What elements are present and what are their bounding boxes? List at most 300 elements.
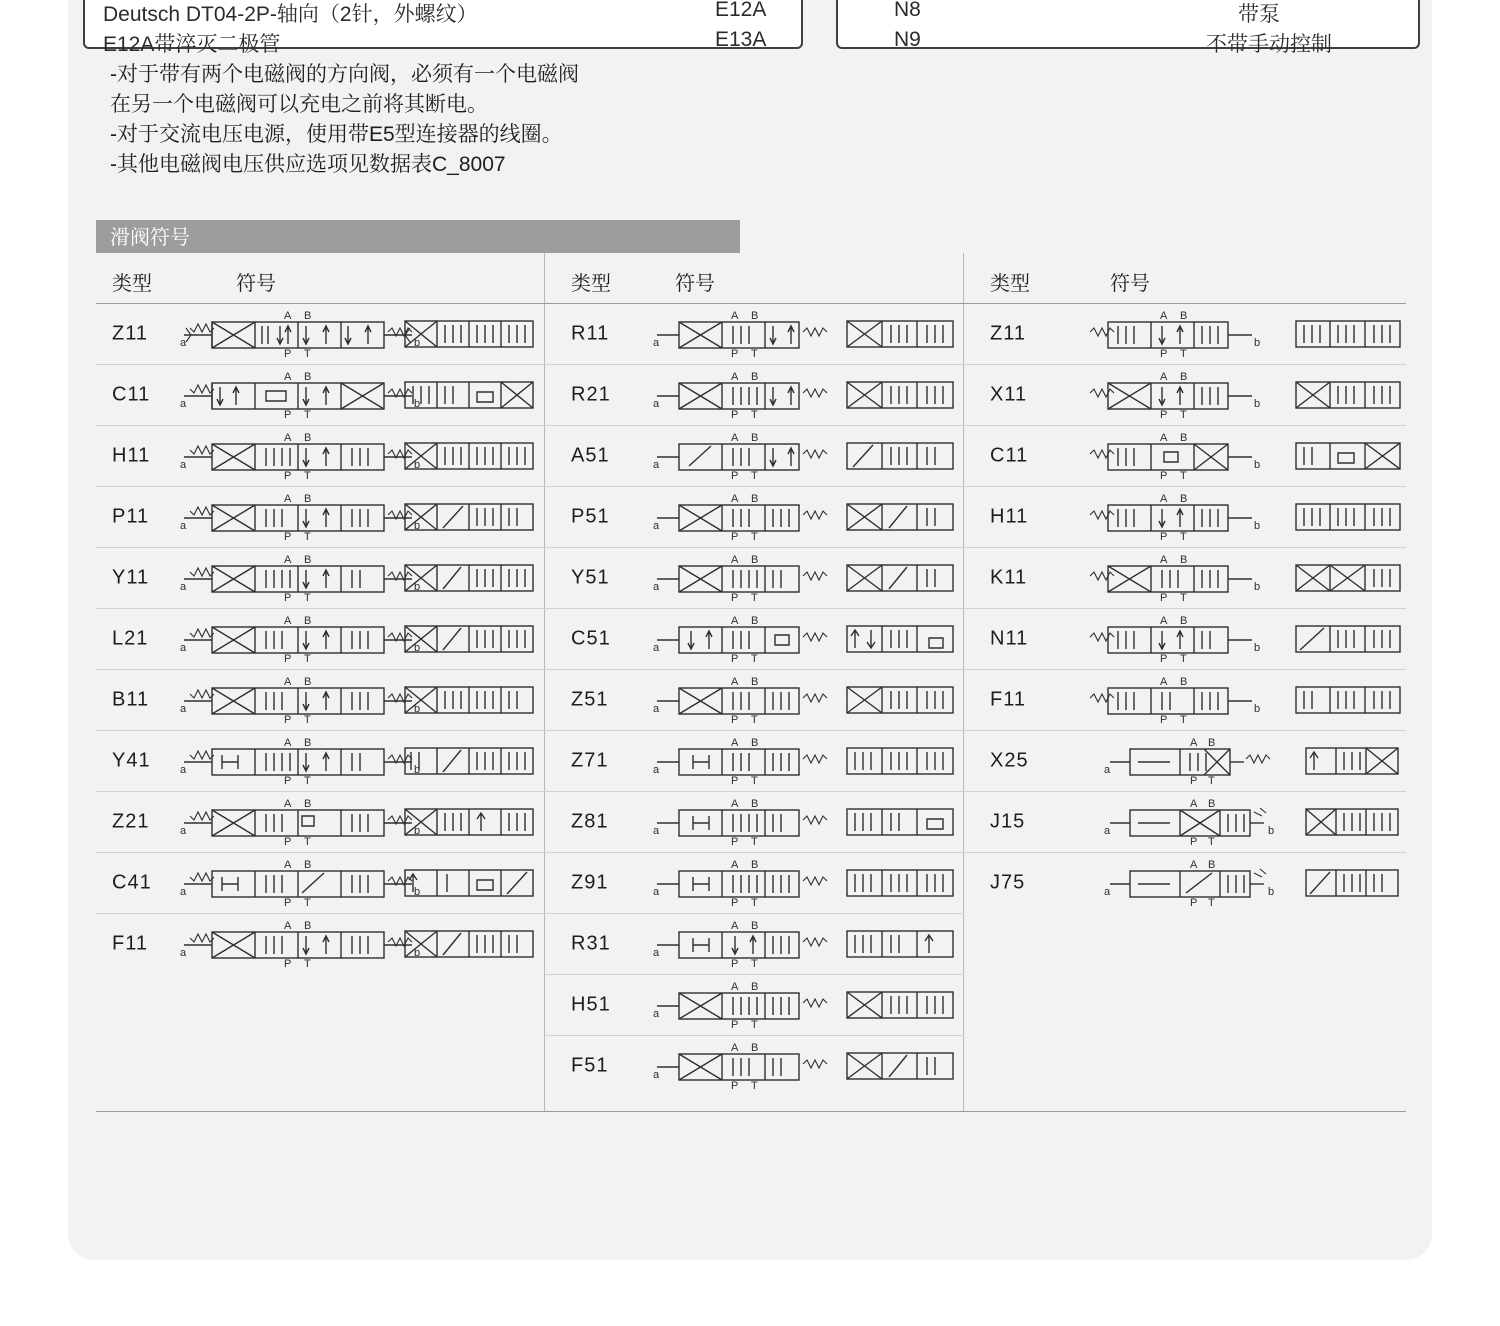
svg-text:B: B (1208, 737, 1216, 749)
svg-text:P: P (284, 531, 292, 541)
svg-text:A: A (1160, 432, 1168, 444)
row-type-f11: F11 (112, 932, 148, 955)
svg-text:a: a (653, 1008, 660, 1020)
row-type-y11: Y11 (112, 566, 150, 589)
svg-text:T: T (751, 897, 758, 907)
svg-text:A: A (1190, 798, 1198, 810)
table-row (545, 670, 964, 731)
symbol-diagram-alt (845, 317, 955, 351)
svg-text:P: P (1160, 470, 1168, 480)
svg-text:B: B (1180, 676, 1188, 688)
row-type-c41: C41 (112, 871, 152, 894)
symbol-diagram (176, 737, 426, 785)
svg-text:a: a (653, 825, 660, 837)
symbol-diagram (1074, 676, 1264, 724)
column-3-header (964, 253, 1406, 304)
svg-text:a: a (180, 764, 187, 776)
svg-text:B: B (751, 1042, 759, 1054)
table-row (545, 487, 964, 548)
row-type-z71: Z71 (571, 749, 609, 772)
table-row (964, 731, 1406, 792)
svg-text:P: P (731, 958, 739, 968)
row-type-z91: Z91 (571, 871, 609, 894)
svg-text:P: P (284, 348, 292, 358)
svg-text:b: b (1254, 581, 1261, 593)
svg-text:P: P (284, 897, 292, 907)
svg-text:B: B (304, 676, 312, 688)
svg-text:a: a (180, 337, 187, 349)
svg-text:B: B (751, 798, 759, 810)
table-row (545, 731, 964, 792)
table-row (545, 1036, 964, 1096)
symbol-diagram (176, 432, 426, 480)
symbol-diagram-alt (845, 500, 955, 534)
symbol-diagram (176, 920, 426, 968)
svg-text:A: A (731, 432, 739, 444)
svg-text:P: P (284, 775, 292, 785)
svg-text:a: a (180, 520, 187, 532)
svg-text:B: B (304, 554, 312, 566)
row-type-h51: H51 (571, 993, 611, 1016)
svg-text:B: B (751, 859, 759, 871)
table-row (545, 365, 964, 426)
header-type-3: 类型 (990, 273, 1030, 295)
row-type-h11-c3: H11 (990, 505, 1029, 528)
svg-text:B: B (304, 615, 312, 627)
symbol-diagram (653, 554, 833, 602)
svg-text:A: A (284, 798, 292, 810)
symbol-diagram (653, 493, 833, 541)
svg-text:a: a (180, 459, 187, 471)
top-right-row-0-code: N8 (894, 0, 921, 21)
svg-text:B: B (1180, 615, 1188, 627)
svg-text:B: B (751, 676, 759, 688)
svg-text:T: T (751, 653, 758, 663)
svg-text:T: T (1180, 531, 1187, 541)
svg-text:B: B (751, 310, 759, 322)
svg-text:P: P (284, 653, 292, 663)
svg-text:T: T (751, 592, 758, 602)
svg-text:P: P (731, 409, 739, 419)
svg-text:b: b (414, 398, 421, 410)
svg-text:P: P (731, 653, 739, 663)
symbol-diagram-alt (845, 378, 955, 412)
svg-text:A: A (284, 737, 292, 749)
svg-text:b: b (1254, 337, 1261, 349)
symbol-diagram-alt (1294, 317, 1402, 351)
svg-text:B: B (1180, 554, 1188, 566)
row-type-z11: Z11 (112, 322, 148, 345)
table-row (545, 304, 964, 365)
table-row (96, 365, 545, 426)
svg-text:P: P (731, 897, 739, 907)
symbol-diagram-alt (403, 622, 535, 656)
svg-text:T: T (751, 836, 758, 846)
svg-text:A: A (284, 676, 292, 688)
symbol-diagram-alt (845, 439, 955, 473)
svg-text:P: P (284, 714, 292, 724)
svg-text:T: T (304, 714, 311, 724)
svg-text:b: b (1268, 825, 1275, 837)
svg-text:B: B (751, 920, 759, 932)
top-left-table (83, 0, 803, 56)
svg-text:A: A (1160, 554, 1168, 566)
svg-text:b: b (1254, 459, 1261, 471)
svg-text:A: A (731, 1042, 739, 1054)
svg-text:T: T (304, 470, 311, 480)
svg-text:A: A (731, 310, 739, 322)
svg-text:b: b (414, 947, 421, 959)
svg-text:T: T (751, 714, 758, 724)
symbol-diagram-alt (845, 805, 955, 839)
symbol-diagram (1104, 737, 1284, 785)
symbol-diagram (1104, 798, 1284, 846)
table-row (96, 670, 545, 731)
svg-text:a: a (180, 398, 187, 410)
row-type-a51: A51 (571, 444, 610, 467)
svg-text:P: P (284, 836, 292, 846)
table-row (964, 670, 1406, 731)
svg-text:B: B (751, 981, 759, 993)
svg-text:P: P (1190, 775, 1198, 785)
svg-text:B: B (751, 493, 759, 505)
svg-text:P: P (284, 958, 292, 968)
svg-text:P: P (731, 531, 739, 541)
svg-text:T: T (304, 775, 311, 785)
symbol-diagram-alt (1294, 439, 1402, 473)
row-type-j15: J15 (990, 810, 1026, 833)
table-row (545, 853, 964, 914)
symbol-diagram (176, 615, 426, 663)
header-symbol-3: 符号 (1110, 273, 1150, 295)
symbol-diagram (1074, 554, 1264, 602)
svg-text:T: T (751, 1019, 758, 1029)
svg-text:T: T (1180, 470, 1187, 480)
svg-text:b: b (414, 764, 421, 776)
svg-text:T: T (304, 531, 311, 541)
svg-text:B: B (304, 493, 312, 505)
svg-text:P: P (731, 1080, 739, 1090)
row-type-f51: F51 (571, 1054, 609, 1077)
svg-text:P: P (731, 836, 739, 846)
svg-text:a: a (653, 642, 660, 654)
column-3 (964, 253, 1406, 913)
table-row (96, 487, 545, 548)
svg-text:A: A (284, 554, 292, 566)
svg-text:T: T (751, 775, 758, 785)
table-row (964, 853, 1406, 913)
symbol-diagram (653, 676, 833, 724)
svg-text:A: A (731, 554, 739, 566)
table-row (964, 792, 1406, 853)
symbol-diagram-alt (845, 561, 955, 595)
symbol-diagram-alt (845, 744, 955, 778)
note-line-1: 在另一个电磁阀可以充电之前将其断电。 (110, 93, 488, 116)
svg-text:a: a (653, 764, 660, 776)
svg-text:T: T (751, 348, 758, 358)
row-type-r21: R21 (571, 383, 611, 406)
svg-text:A: A (1160, 676, 1168, 688)
svg-text:B: B (1180, 493, 1188, 505)
svg-text:T: T (1180, 409, 1187, 419)
column-1-header (96, 253, 545, 304)
symbol-diagram (1074, 310, 1264, 358)
svg-text:a: a (653, 886, 660, 898)
svg-text:A: A (284, 859, 292, 871)
table-row (96, 853, 545, 914)
symbol-diagram-alt (1294, 622, 1402, 656)
svg-text:T: T (1180, 653, 1187, 663)
svg-text:b: b (414, 825, 421, 837)
row-type-p11: P11 (112, 505, 150, 528)
symbol-diagram-alt (403, 927, 535, 961)
row-type-n11: N11 (990, 627, 1029, 650)
symbol-diagram (176, 859, 426, 907)
svg-text:A: A (1190, 737, 1198, 749)
svg-text:T: T (304, 897, 311, 907)
symbol-diagram (176, 371, 426, 419)
row-type-j75: J75 (990, 871, 1026, 894)
svg-text:A: A (731, 981, 739, 993)
svg-text:b: b (1254, 642, 1261, 654)
svg-text:a: a (653, 398, 660, 410)
svg-text:B: B (304, 310, 312, 322)
svg-text:B: B (304, 920, 312, 932)
symbol-diagram (176, 798, 426, 846)
symbol-diagram-alt (1304, 805, 1400, 839)
header-symbol-1: 符号 (236, 273, 276, 295)
symbol-diagram-alt (1294, 683, 1402, 717)
svg-text:P: P (1190, 836, 1198, 846)
top-left-row-0-label: Deutsch DT04-2P-轴向（2针，外螺纹） (103, 3, 478, 26)
svg-text:T: T (304, 348, 311, 358)
svg-text:B: B (751, 737, 759, 749)
svg-text:T: T (304, 592, 311, 602)
table-row (545, 609, 964, 670)
symbol-diagram-alt (845, 622, 955, 656)
svg-text:A: A (1160, 493, 1168, 505)
svg-text:A: A (731, 676, 739, 688)
svg-text:P: P (1190, 897, 1198, 907)
row-type-h11: H11 (112, 444, 151, 467)
svg-text:a: a (180, 825, 187, 837)
svg-text:B: B (304, 371, 312, 383)
row-type-z81: Z81 (571, 810, 609, 833)
table-row (545, 548, 964, 609)
section-title: 滑阀符号 (110, 227, 190, 249)
row-type-r11: R11 (571, 322, 610, 345)
symbol-diagram-alt (403, 683, 535, 717)
table-row (964, 487, 1406, 548)
svg-text:A: A (1160, 615, 1168, 627)
top-left-row-1-code: E13A (715, 28, 767, 51)
symbol-diagram-alt (403, 561, 535, 595)
svg-text:b: b (414, 337, 421, 349)
symbol-diagram (1074, 371, 1264, 419)
svg-text:A: A (284, 493, 292, 505)
top-right-row-1-code: N9 (894, 28, 921, 51)
svg-text:a: a (180, 703, 187, 715)
table-row (96, 609, 545, 670)
symbol-diagram (653, 981, 833, 1029)
svg-text:a: a (653, 703, 660, 715)
svg-text:a: a (1104, 825, 1111, 837)
top-right-table (836, 0, 1420, 56)
symbol-diagram (653, 432, 833, 480)
svg-text:T: T (1208, 836, 1215, 846)
svg-text:b: b (1254, 703, 1261, 715)
symbol-diagram-alt (403, 439, 535, 473)
svg-text:A: A (284, 432, 292, 444)
top-right-row-1-label: 不带手动控制 (1206, 33, 1332, 56)
svg-text:P: P (1160, 409, 1168, 419)
row-type-c51: C51 (571, 627, 611, 650)
section-header-bar (96, 220, 740, 253)
svg-text:a: a (653, 520, 660, 532)
svg-text:a: a (180, 581, 187, 593)
svg-text:A: A (284, 371, 292, 383)
note-line-0: -对于带有两个电磁阀的方向阀，必须有一个电磁阀 (110, 63, 579, 86)
svg-text:a: a (1104, 886, 1111, 898)
svg-text:b: b (414, 886, 421, 898)
top-right-row-0-label: 带泵 (1238, 3, 1280, 26)
svg-text:T: T (751, 1080, 758, 1090)
symbol-diagram (1104, 859, 1284, 907)
top-left-row-0-code: E12A (715, 0, 767, 21)
row-type-f11-c3: F11 (990, 688, 1026, 711)
svg-text:b: b (414, 642, 421, 654)
svg-text:T: T (304, 409, 311, 419)
table-row (96, 731, 545, 792)
svg-text:T: T (304, 653, 311, 663)
symbol-diagram (653, 920, 833, 968)
symbol-diagram (1074, 432, 1264, 480)
symbol-diagram (653, 371, 833, 419)
symbol-diagram-alt (1294, 500, 1402, 534)
symbol-diagram (176, 676, 426, 724)
svg-text:P: P (284, 470, 292, 480)
symbol-diagram (176, 493, 426, 541)
row-type-k11: K11 (990, 566, 1028, 589)
symbol-diagram-alt (845, 866, 955, 900)
svg-text:T: T (751, 958, 758, 968)
svg-text:B: B (751, 615, 759, 627)
row-type-x11: X11 (990, 383, 1028, 406)
symbol-diagram (653, 615, 833, 663)
svg-text:T: T (751, 531, 758, 541)
svg-text:P: P (731, 1019, 739, 1029)
svg-text:B: B (1180, 371, 1188, 383)
svg-text:A: A (731, 798, 739, 810)
table-bottom-rule (96, 1111, 1406, 1112)
svg-text:P: P (284, 592, 292, 602)
svg-text:b: b (414, 520, 421, 532)
svg-text:a: a (1104, 764, 1111, 776)
row-type-x25: X25 (990, 749, 1029, 772)
row-type-r31: R31 (571, 932, 611, 955)
svg-text:T: T (751, 470, 758, 480)
header-type-1: 类型 (112, 273, 152, 295)
symbol-diagram (653, 1042, 833, 1090)
svg-text:a: a (653, 1069, 660, 1081)
column-2 (545, 253, 964, 1096)
svg-text:B: B (1180, 310, 1188, 322)
svg-text:A: A (1160, 310, 1168, 322)
svg-text:B: B (304, 859, 312, 871)
svg-text:B: B (1208, 859, 1216, 871)
svg-text:A: A (731, 615, 739, 627)
row-type-c11-c3: C11 (990, 444, 1029, 467)
symbol-diagram (653, 798, 833, 846)
svg-text:b: b (1254, 520, 1261, 532)
table-row (96, 914, 545, 974)
header-type-2: 类型 (571, 273, 611, 295)
symbol-diagram (653, 737, 833, 785)
table-row (545, 975, 964, 1036)
svg-text:A: A (731, 737, 739, 749)
svg-text:P: P (1160, 653, 1168, 663)
svg-text:a: a (653, 947, 660, 959)
svg-text:b: b (414, 581, 421, 593)
svg-text:B: B (304, 737, 312, 749)
svg-text:B: B (304, 798, 312, 810)
table-row (545, 792, 964, 853)
svg-text:A: A (284, 920, 292, 932)
notes-block (110, 60, 1010, 180)
table-row (545, 426, 964, 487)
svg-text:T: T (751, 409, 758, 419)
symbol-diagram-alt (845, 683, 955, 717)
row-type-z51: Z51 (571, 688, 609, 711)
table-row (964, 304, 1406, 365)
row-type-c11: C11 (112, 383, 151, 406)
svg-text:A: A (1160, 371, 1168, 383)
svg-text:T: T (304, 836, 311, 846)
svg-text:T: T (1180, 714, 1187, 724)
svg-text:b: b (1254, 398, 1261, 410)
table-row (96, 426, 545, 487)
svg-text:A: A (731, 859, 739, 871)
note-line-2: -对于交流电压电源，使用带E5型连接器的线圈。 (110, 123, 563, 146)
symbol-diagram (1074, 615, 1264, 663)
svg-text:T: T (1180, 592, 1187, 602)
symbol-diagram (176, 310, 426, 358)
svg-text:b: b (414, 703, 421, 715)
svg-text:P: P (731, 775, 739, 785)
symbol-diagram (653, 859, 833, 907)
svg-text:a: a (653, 581, 660, 593)
symbol-diagram-alt (403, 866, 535, 900)
row-type-y41: Y41 (112, 749, 151, 772)
svg-text:A: A (731, 371, 739, 383)
svg-text:A: A (1190, 859, 1198, 871)
column-2-header (545, 253, 964, 304)
symbol-diagram (176, 554, 426, 602)
symbol-diagram-alt (403, 500, 535, 534)
symbol-diagram-alt (1304, 744, 1400, 778)
table-row (96, 548, 545, 609)
svg-text:A: A (731, 920, 739, 932)
symbol-diagram-alt (1294, 561, 1402, 595)
row-type-z11-c3: Z11 (990, 322, 1026, 345)
header-symbol-2: 符号 (675, 273, 715, 295)
svg-text:T: T (1208, 897, 1215, 907)
symbol-diagram (1074, 493, 1264, 541)
symbol-diagram (653, 310, 833, 358)
svg-text:P: P (731, 714, 739, 724)
svg-text:B: B (1208, 798, 1216, 810)
svg-text:P: P (731, 470, 739, 480)
